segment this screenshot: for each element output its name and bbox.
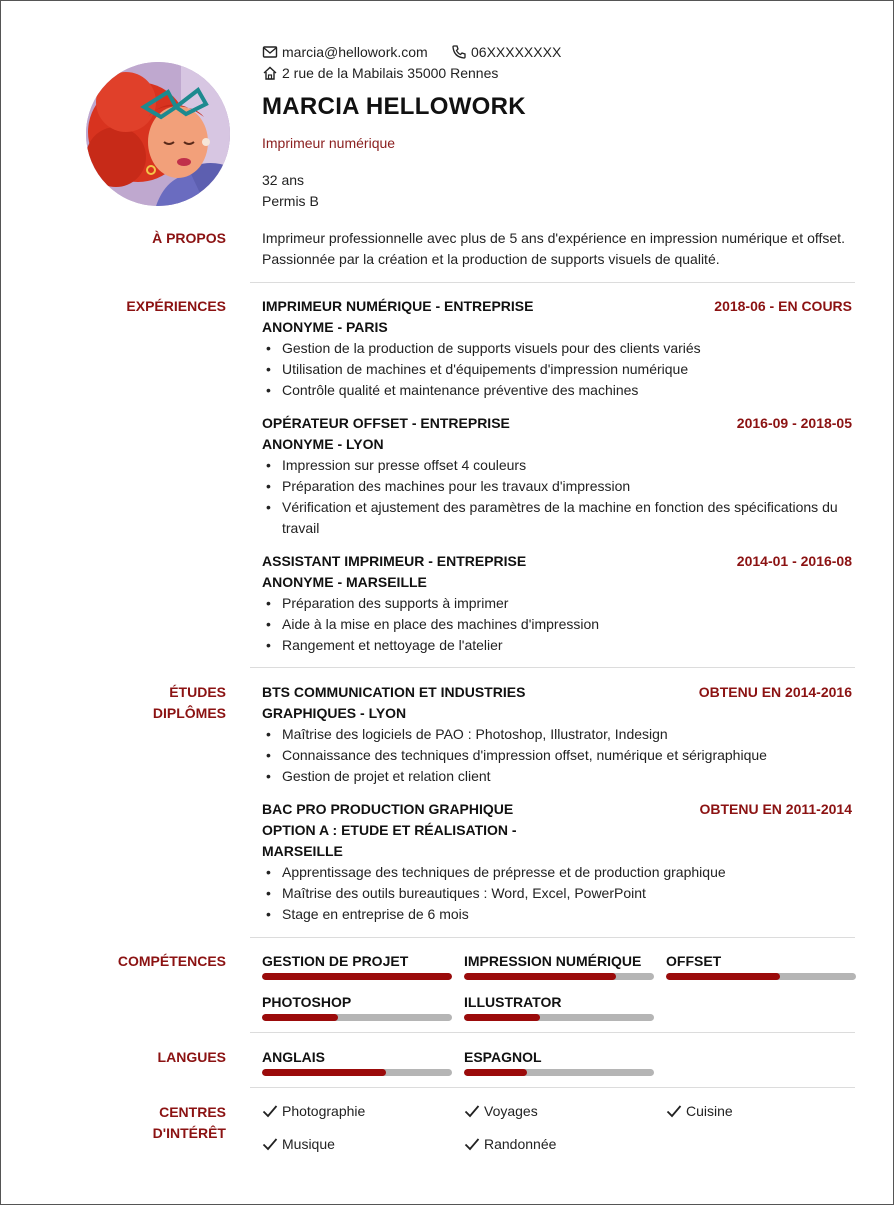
education-bullets	[262, 862, 856, 925]
section-label-education	[153, 682, 226, 724]
skill-name: IMPRESSION NUMÉRIQUE	[464, 953, 642, 969]
education-title-line2: OPTION A : ETUDE ET RÉALISATION -	[262, 822, 517, 838]
experience-title: ASSISTANT IMPRIMEUR - ENTREPRISE	[262, 553, 527, 569]
language-bar-fill	[464, 1069, 527, 1076]
skill-bar-fill	[262, 973, 452, 980]
experience-bullets	[262, 338, 856, 401]
skill-bar	[464, 973, 654, 980]
contact-phone	[451, 44, 561, 60]
skill-name: ILLUSTRATOR	[464, 994, 562, 1010]
language-item	[262, 1049, 452, 1076]
envelope-icon	[262, 44, 278, 60]
experience-company: ANONYME - LYON	[262, 436, 384, 452]
driving-license: Permis B	[262, 193, 319, 209]
education-title: BTS COMMUNICATION ET INDUSTRIES	[262, 684, 526, 700]
language-bar	[262, 1069, 452, 1076]
section-label-education-line2: DIPLÔMES	[152, 705, 226, 721]
skill-name: PHOTOSHOP	[262, 994, 352, 1010]
checkmark-icon	[464, 1137, 480, 1151]
list-item: • Impression sur presse offset 4 couleurs	[282, 455, 856, 476]
skill-bar	[666, 973, 856, 980]
skill-bar-fill	[464, 1014, 540, 1021]
skill-item	[464, 994, 654, 1021]
age: 32 ans	[262, 172, 305, 188]
experience-bullets	[262, 455, 856, 539]
list-item: • Gestion de projet et relation client	[282, 766, 856, 787]
avatar-illustration	[86, 62, 230, 206]
list-item: • Préparation des machines pour les travaux d'impression	[282, 476, 856, 497]
section-label-languages: LANGUES	[157, 1049, 226, 1065]
checkmark-icon	[262, 1137, 278, 1151]
interest-item	[464, 1103, 538, 1119]
list-item: • Préparation des supports à imprimer	[282, 593, 856, 614]
section-label-about: À PROPOS	[152, 230, 226, 246]
language-name: ANGLAIS	[262, 1049, 325, 1065]
skill-bar	[262, 973, 452, 980]
interest-label: Voyages	[484, 1103, 538, 1119]
education-title: BAC PRO PRODUCTION GRAPHIQUE	[262, 801, 514, 817]
skill-bar	[262, 1014, 452, 1021]
contact-email	[262, 44, 428, 60]
divider	[250, 937, 855, 938]
home-icon	[262, 65, 278, 81]
list-item: • Utilisation de machines et d'équipements d'impression numérique	[282, 359, 856, 380]
skill-name: GESTION DE PROJET	[262, 953, 409, 969]
education-title-line2: GRAPHIQUES - LYON	[262, 705, 407, 721]
list-item: • Contrôle qualité et maintenance préventive des machines	[282, 380, 856, 401]
language-item	[464, 1049, 654, 1076]
phone-text[interactable]: 06XXXXXXXX	[471, 44, 562, 60]
section-label-skills: COMPÉTENCES	[117, 953, 226, 969]
interest-label: Photographie	[282, 1103, 366, 1119]
list-item: • Maîtrise des outils bureautiques : Word, Excel, PowerPoint	[282, 883, 856, 904]
interest-item	[262, 1136, 335, 1152]
email-text[interactable]: marcia@hellowork.com	[282, 44, 428, 60]
experience-date: 2018-06 - EN COURS	[714, 298, 852, 314]
skill-bar	[464, 1014, 654, 1021]
list-item: • Maîtrise des logiciels de PAO : Photoshop, Illustrator, Indesign	[282, 724, 856, 745]
experience-company: ANONYME - PARIS	[262, 319, 388, 335]
language-bar	[464, 1069, 654, 1076]
list-item: • Vérification et ajustement des paramètres de la machine en fonction des spécifications du travail	[262, 497, 856, 539]
experience-bullets	[262, 593, 856, 656]
checkmark-icon	[666, 1104, 682, 1118]
contact-address	[262, 65, 498, 81]
skill-item	[262, 953, 452, 980]
skill-bar-fill	[262, 1014, 338, 1021]
address-text: 2 rue de la Mabilais 35000 Rennes	[282, 65, 499, 81]
section-label-interests-line1: CENTRES	[159, 1104, 226, 1120]
list-item: • Gestion de la production de supports visuels pour des clients variés	[282, 338, 856, 359]
skill-item	[464, 953, 654, 980]
phone-icon	[451, 44, 467, 60]
job-title: Imprimeur numérique	[262, 135, 396, 151]
section-label-education-line1: ÉTUDES	[169, 684, 226, 700]
divider	[250, 1087, 855, 1088]
skill-bar-fill	[666, 973, 780, 980]
divider	[250, 282, 855, 283]
interest-label: Cuisine	[686, 1103, 733, 1119]
education-date: OBTENU EN 2011-2014	[699, 801, 852, 817]
list-item: • Stage en entreprise de 6 mois	[282, 904, 856, 925]
list-item: • Rangement et nettoyage de l'atelier	[282, 635, 856, 656]
divider	[250, 1032, 855, 1033]
section-label-interests-line2: D'INTÉRÊT	[152, 1125, 226, 1141]
language-bar-fill	[262, 1069, 386, 1076]
list-item: • Connaissance des techniques d'impression offset, numérique et sérigraphique	[282, 745, 856, 766]
interest-label: Randonnée	[484, 1136, 557, 1152]
education-title-line3: MARSEILLE	[262, 843, 343, 859]
experience-title: OPÉRATEUR OFFSET - ENTREPRISE	[262, 415, 510, 431]
skill-name: OFFSET	[666, 953, 722, 969]
skill-item	[666, 953, 856, 980]
education-date: OBTENU EN 2014-2016	[698, 684, 852, 700]
education-bullets	[262, 724, 856, 787]
interest-item	[262, 1103, 365, 1119]
experience-date: 2014-01 - 2016-08	[736, 553, 852, 569]
section-label-experiences: EXPÉRIENCES	[126, 298, 226, 314]
section-label-interests	[153, 1102, 226, 1144]
experience-date: 2016-09 - 2018-05	[736, 415, 852, 431]
interest-item	[666, 1103, 733, 1119]
language-name: ESPAGNOL	[464, 1049, 542, 1065]
divider	[250, 667, 855, 668]
interest-label: Musique	[282, 1136, 335, 1152]
list-item: • Aide à la mise en place des machines d'impression	[282, 614, 856, 635]
experience-title: IMPRIMEUR NUMÉRIQUE - ENTREPRISE	[262, 298, 534, 314]
skill-bar-fill	[464, 973, 616, 980]
checkmark-icon	[464, 1104, 480, 1118]
interest-item	[464, 1136, 556, 1152]
checkmark-icon	[262, 1104, 278, 1118]
full-name: MARCIA HELLOWORK	[262, 93, 526, 120]
list-item: • Apprentissage des techniques de prépresse et de production graphique	[282, 862, 856, 883]
profile-photo	[86, 62, 230, 206]
skill-item	[262, 994, 452, 1021]
experience-company: ANONYME - MARSEILLE	[262, 574, 427, 590]
about-text: Imprimeur professionnelle avec plus de 5 ans d'expérience en impression numérique et offset. Passionnée par la création et la production de supports visuels de qualité.	[262, 230, 845, 267]
